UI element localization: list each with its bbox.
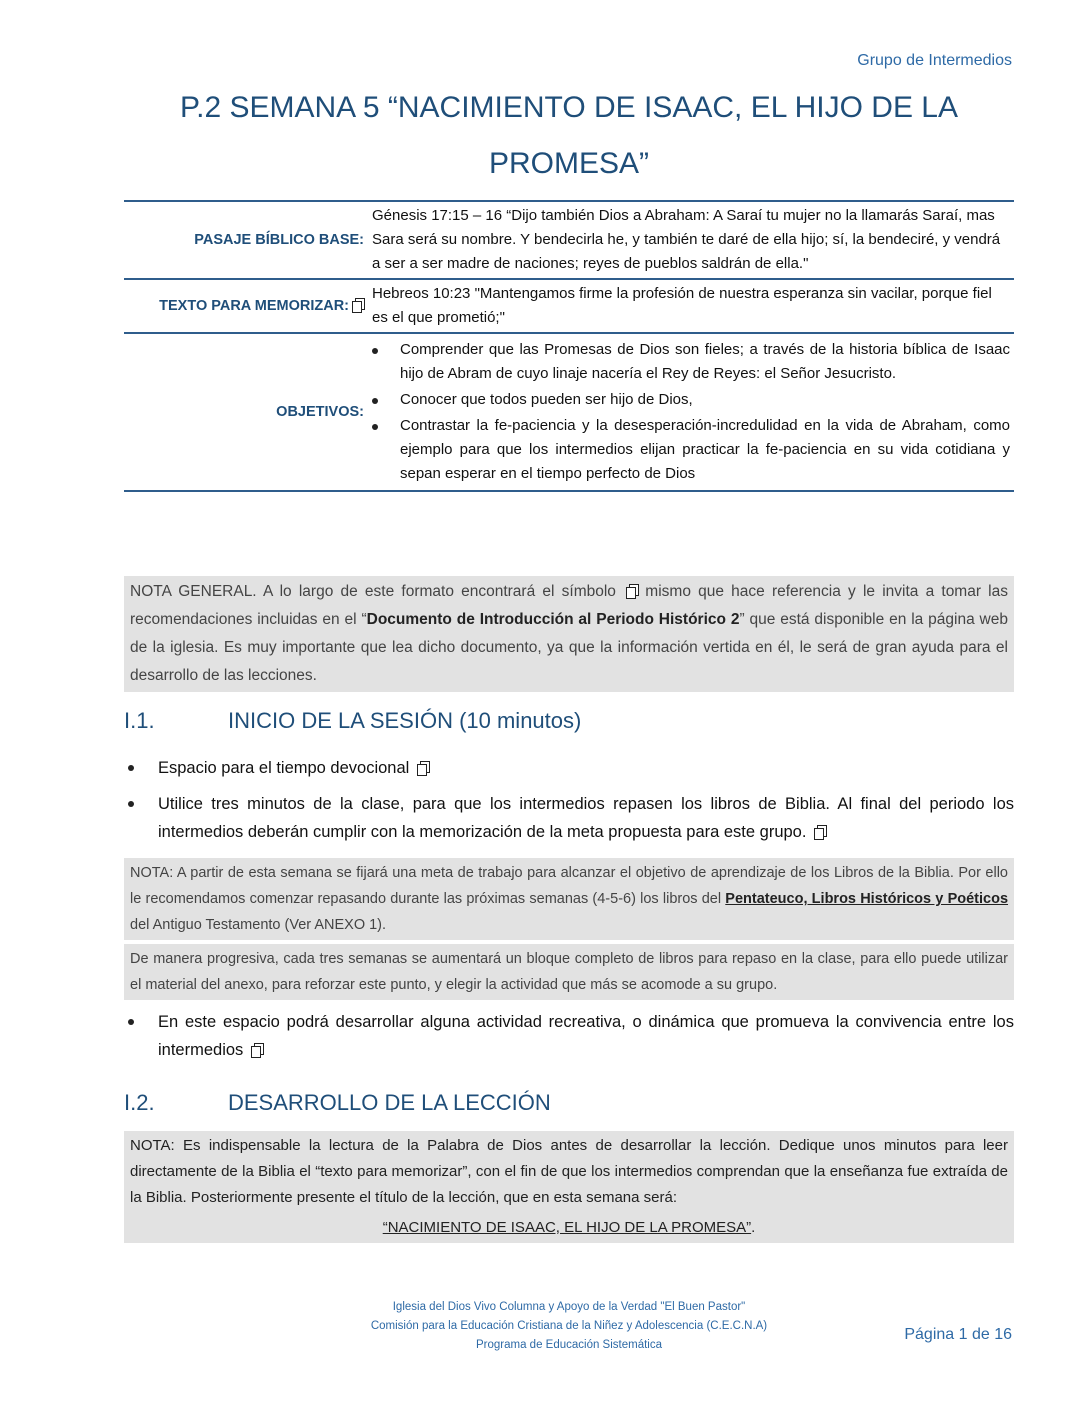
libros-link-text: Pentateuco, Libros Históricos y Poéticos: [725, 891, 1009, 907]
objetivos-label: OBJETIVOS:: [276, 404, 364, 420]
pasaje-label: PASAJE BÍBLICO BASE:: [194, 232, 364, 248]
nota-libros-biblia: NOTA: A partir de esta semana se fijará una meta de trabajo para alcanzar el objetivo de aprendizaje de los Libros de la Biblia. Por ello le recomendamos comenzar repasando durante las próximas semanas (4-5-6) los libros del Pentateuco, Libros Históricos y Poéticos del Antiguo Testamento (Ver ANEXO 1).: [124, 858, 1014, 940]
page-number: Página 1 de 16: [904, 1326, 1012, 1343]
list-item: En este espacio podrá desarrollar alguna actividad recreativa, o dinámica que promueva la convivencia entre los intermedios: [124, 1008, 1014, 1064]
memorizar-label: TEXTO PARA MEMORIZAR:: [159, 298, 349, 314]
nota-general: NOTA GENERAL. A lo largo de este formato encontrará el símbolo mismo que hace referencia y le invita a tomar las recomendaciones incluidas en el “Documento de Introducción al Periodo Histórico 2” que está disponible en la página web de la iglesia. Es muy importante que lea dicho documento, ya que la información vertida en él, le será de gran ayuda para el desarrollo de las lecciones.: [124, 576, 1014, 692]
pasaje-row: [124, 201, 1014, 279]
header-group-label: Grupo de Intermedios: [857, 52, 1012, 69]
list-item: Espacio para el tiempo devocional: [124, 754, 1014, 782]
nota-desarrollo: NOTA: Es indispensable la lectura de la Palabra de Dios antes de desarrollar la lección. Dedique unos minutos para leer directamente de la Biblia el “texto para memorizar”, con el fin de que los intermedios comprendan que la enseñanza fue extraída de la Biblia. Posteriormente presente el título de la lección, que en esta semana será: “NACIMIENTO DE ISAAC, EL HIJO DE LA PROMESA”.: [124, 1131, 1014, 1243]
memorizar-row: [124, 279, 1014, 333]
page-title: P.2 SEMANA 5 “NACIMIENTO DE ISAAC, EL HIJO DE LA PROMESA”: [179, 91, 958, 180]
inicio-bullets-2: [124, 1008, 1014, 1072]
pasaje-text: Génesis 17:15 – 16 “Dijo también Dios a Abraham: A Saraí tu mujer no la llamarás Saraí, mas Sara será su nombre. Y bendecirla he, y también te daré de ella hijo; sí, la bendeciré, y vendrá a ser a ser madre de naciones; reyes de pueblos saldrán de ella.": [372, 207, 1001, 272]
lesson-info-table: [124, 200, 1014, 492]
list-item: Conocer que todos pueden ser hijo de Dios,: [372, 388, 1010, 412]
lesson-title-text: “NACIMIENTO DE ISAAC, EL HIJO DE LA PROMESA”: [382, 1219, 752, 1236]
section-heading-desarrollo: I.2. DESARROLLO DE LA LECCIÓN: [124, 1090, 551, 1115]
list-item: Utilice tres minutos de la clase, para que los intermedios repasen los libros de Biblia. Al final del periodo los intermedios deberán cumplir con la memorización de la meta propuesta para este grupo.: [124, 790, 1014, 846]
inicio-bullets: [124, 754, 1014, 854]
objetivos-list: [372, 338, 1010, 486]
footer: Iglesia del Dios Vivo Columna y Apoyo de la Verdad "El Buen Pastor" Comisión para la Educación Cristiana de la Niñez y Adolescencia (C.E.C.N.A) Programa de Educación Sistemática: [370, 1301, 768, 1351]
memorizar-label-cell: [124, 279, 368, 333]
section-heading-inicio: I.1. INICIO DE LA SESIÓN (10 minutos): [124, 708, 582, 733]
memorizar-text: Hebreos 10:23 "Mantengamos firme la profesión de nuestra esperanza sin vacilar, porque fiel es el que prometió;": [372, 285, 992, 326]
nota-progresiva: De manera progresiva, cada tres semanas se aumentará un bloque completo de libros para repaso en la clase, para ello puede utilizar el material del anexo, para reforzar este punto, y elegir la actividad que más se acomode a su grupo.: [124, 944, 1014, 1000]
copy-icon: [417, 761, 429, 775]
objetivos-row: [124, 333, 1014, 491]
intro-document-name: Documento de Introducción al Periodo Histórico 2: [366, 611, 740, 628]
list-item: Comprender que las Promesas de Dios son fieles; a través de la historia bíblica de Isaac hijo de Abram de cuyo linaje nacería el Rey de Reyes: el Señor Jesucristo.: [372, 338, 1010, 386]
copy-icon: [251, 1043, 263, 1057]
list-item: Contrastar la fe-paciencia y la desesperación-incredulidad en la vida de Abraham, como ejemplo para que los intermedios elijan practicar la fe-paciencia en su vida cotidiana y sepan esperar en el tiempo perfecto de Dios: [372, 414, 1010, 486]
copy-icon: [814, 825, 826, 839]
copy-icon: [626, 584, 638, 598]
copy-icon: [352, 298, 364, 312]
